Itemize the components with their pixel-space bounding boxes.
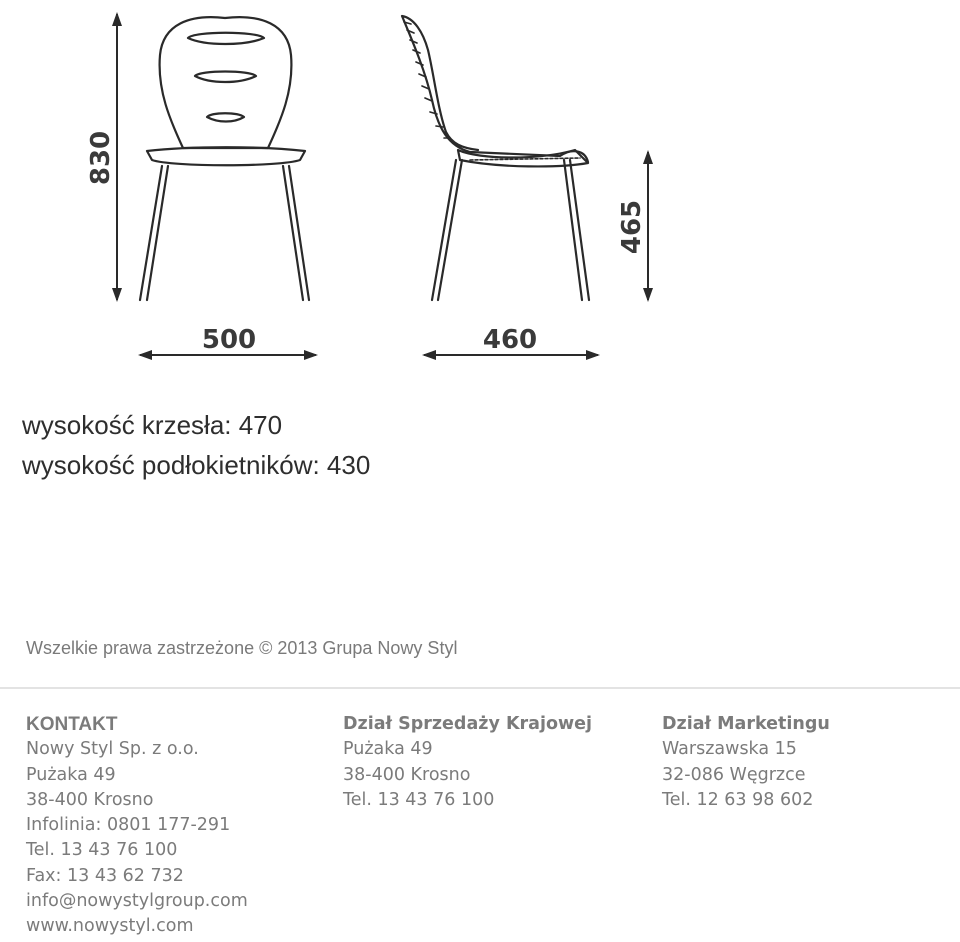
sales-column xyxy=(343,712,592,813)
contact-street: Pużaka 49 xyxy=(26,764,116,785)
front-backrest-slot-middle xyxy=(195,72,256,83)
company-name: Nowy Styl Sp. z o.o. xyxy=(26,739,199,760)
contact-heading: KONTAKT xyxy=(26,714,118,735)
seat-height-arrow-top xyxy=(643,150,653,164)
side-backrest xyxy=(402,16,588,162)
contact-column xyxy=(26,712,248,940)
front-backrest-slot-top xyxy=(188,33,264,44)
contact-fax: Fax: 13 43 62 732 xyxy=(26,865,184,886)
height-arrow-top xyxy=(112,12,122,26)
height-dimension-label: 830 xyxy=(86,130,116,186)
width-arrow-right xyxy=(304,350,318,360)
footer-divider xyxy=(0,687,960,689)
side-leg-back xyxy=(564,160,589,300)
height-arrow-bottom xyxy=(112,288,122,302)
front-leg-right xyxy=(283,166,309,300)
armrest-height-spec: wysokość podłokietników: 430 xyxy=(22,450,371,480)
sales-street: Pużaka 49 xyxy=(343,739,433,760)
width-arrow-left xyxy=(138,350,152,360)
copyright-notice: Wszelkie prawa zastrzeżone © 2013 Grupa Nowy Styl xyxy=(26,638,458,658)
chair-height-spec: wysokość krzesła: 470 xyxy=(22,410,283,440)
chair-technical-drawing xyxy=(0,0,960,380)
marketing-street: Warszawska 15 xyxy=(662,739,797,760)
sales-heading: Dział Sprzedaży Krajowej xyxy=(343,714,592,734)
depth-arrow-right xyxy=(586,350,600,360)
contact-hotline: Infolinia: 0801 177-291 xyxy=(26,815,231,836)
front-leg-left xyxy=(140,166,168,300)
depth-arrow-left xyxy=(422,350,436,360)
contact-email-link[interactable]: info@nowystylgroup.com xyxy=(26,891,248,912)
depth-dimension-label: 460 xyxy=(482,325,538,355)
contact-city: 38-400 Krosno xyxy=(26,789,154,810)
contact-website-link[interactable]: www.nowystyl.com xyxy=(26,916,194,937)
sales-phone: Tel. 13 43 76 100 xyxy=(343,789,495,810)
marketing-phone: Tel. 12 63 98 602 xyxy=(662,789,814,810)
front-backrest-slot-bottom xyxy=(207,113,244,121)
front-seat xyxy=(147,147,305,165)
width-dimension-label: 500 xyxy=(201,325,257,355)
seat-height-arrow-bottom xyxy=(643,288,653,302)
marketing-column xyxy=(662,712,830,813)
sales-city: 38-400 Krosno xyxy=(343,764,471,785)
marketing-city: 32-086 Węgrzce xyxy=(662,764,806,785)
seat-height-dimension-label: 465 xyxy=(617,199,647,255)
contact-phone: Tel. 13 43 76 100 xyxy=(26,840,178,861)
marketing-heading: Dział Marketingu xyxy=(662,714,830,734)
side-leg-front xyxy=(432,160,462,300)
